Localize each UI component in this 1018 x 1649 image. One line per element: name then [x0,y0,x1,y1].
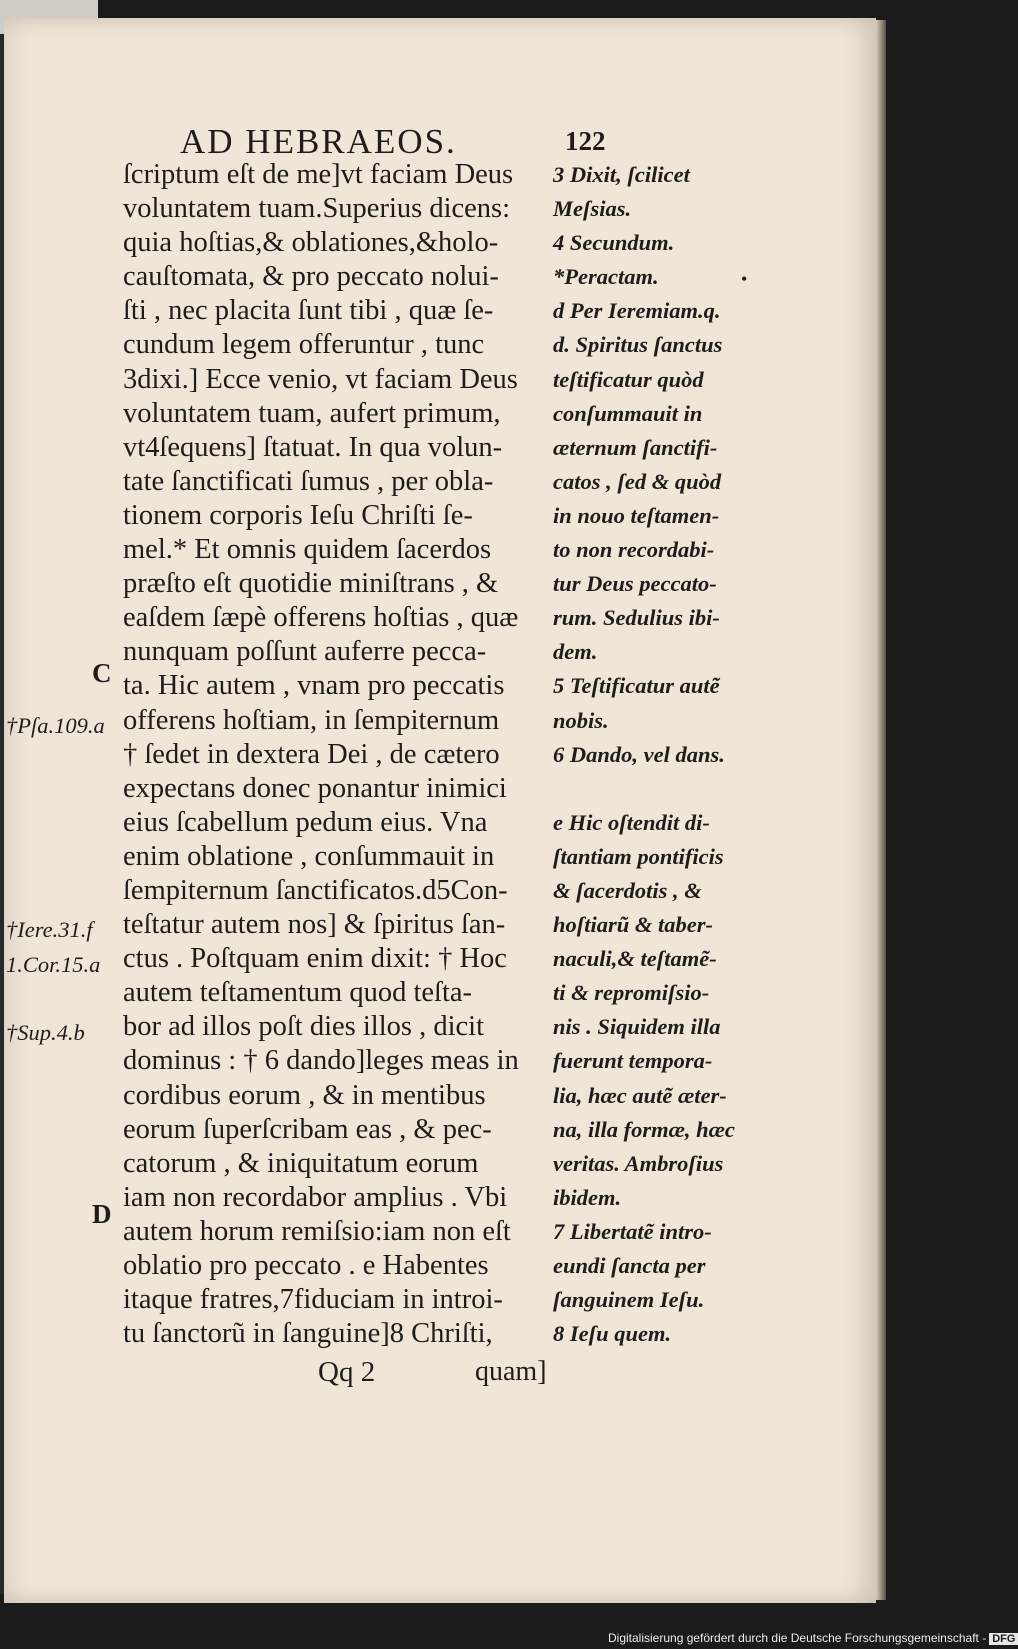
note-line: ti & repromiſsio- [553,980,710,1006]
text-line: cauſtomata, & pro peccato nolui- [123,261,499,293]
text-line: tionem corporis Ieſu Chriſti ſe- [123,499,473,531]
text-line: præſto eſt quotidie miniſtrans , & [123,568,499,600]
text-line: nunquam poſſunt auferre pecca- [123,636,487,668]
text-line: tu ſanctorũ in ſanguine]8 Chriſti, [123,1318,493,1350]
main-text-column [123,158,548,1351]
note-line: 5 Teſtificatur autẽ [553,673,720,699]
digitization-credit [608,1631,1018,1645]
note-line: teſtificatur quòd [553,366,704,392]
note-line: d. Spiritus ſanctus [553,332,723,358]
note-line: hoſtiarũ & taber- [553,912,714,938]
note-line: naculi,& teſtamẽ- [553,946,717,972]
note-line: *Peractam. [553,264,659,290]
text-line: ta. Hic autem , vnam pro peccatis [123,670,505,702]
text-line: vt4ſequens] ſtatuat. In qua volun- [123,431,503,463]
text-line: eorum ſuperſcribam eas , & pec- [123,1113,492,1145]
credit-text: Digitalisierung gefördert durch die Deutsche Forschungsgemeinschaft - [608,1631,987,1645]
marginal-notes-column [553,158,803,1351]
note-line: conſummauit in [553,400,703,426]
text-line: eaſdem ſæpè offerens hoſtias , quæ [123,602,519,634]
margin-reference: 1.Cor.15.a [6,952,101,977]
note-line: dem. [553,639,598,665]
note-line: e Hic oſtendit di- [553,809,710,835]
text-line: iam non recordabor amplius . Vbi [123,1181,508,1213]
page-right-edge [876,20,886,1600]
note-line: to non recordabi- [553,537,715,563]
text-line: expectans donec ponantur inimici [123,772,507,804]
note-line: 4 Secundum. [553,230,675,256]
note-line: nobis. [553,707,609,733]
text-line: quia hoſtias,& oblationes,&holo- [123,227,499,259]
note-line: lia, hæc autẽ æter- [553,1082,727,1108]
text-line: enim oblatione , conſummauit in [123,840,495,872]
note-line: & ſacerdotis , & [553,877,702,903]
note-line: fuerunt tempora- [553,1048,713,1074]
note-line: veritas. Ambroſius [553,1150,724,1176]
margin-reference: †Sup.4.b [6,1020,85,1045]
text-line: itaque fratres,7fiduciam in introi- [123,1284,503,1316]
text-line: voluntatem tuam.Superius dicens: [123,193,511,225]
note-line: ibidem. [553,1184,622,1210]
page-number: 122 [565,126,606,156]
text-line: eius ſcabellum pedum eius. Vna [123,806,488,838]
note-line: na, illa formæ, hæc [553,1116,735,1142]
dfg-logo: DFG [989,1633,1018,1645]
note-line: Meſsias. [553,196,632,222]
text-line: ſempiternum ſanctificatos.d5Con- [123,874,508,906]
text-line: mel.* Et omnis quidem ſacerdos [123,534,492,566]
section-letter-d: D [92,1199,112,1229]
signature-mark: Qq 2 [318,1356,376,1388]
text-line: ctus . Poſtquam enim dixit: † Hoc [123,943,507,975]
text-line: tate ſanctificati ſumus , per obla- [123,465,494,497]
note-line: rum. Sedulius ibi- [553,605,720,631]
text-line: teſtatur autem nos] & ſpiritus ſan- [123,909,506,941]
note-line: in nouo teſtamen- [553,502,720,528]
text-line: catorum , & iniquitatum eorum [123,1147,479,1179]
text-line: bor ad illos poſt dies illos , dicit [123,1011,484,1043]
note-line: nis . Siquidem illa [553,1014,721,1040]
text-line: ſcriptum eſt de me]vt faciam Deus [123,159,514,190]
note-line: 7 Libertatẽ intro- [553,1218,712,1244]
note-line: 3 Dixit, ſcilicet [553,162,690,187]
note-line: æternum ſanctifi- [553,434,718,460]
note-line [553,772,803,806]
note-line: eundi ſancta per [553,1253,706,1278]
note-line: 6 Dando, vel dans. [553,741,725,767]
note-line: ſanguinem Ieſu. [553,1287,705,1313]
margin-reference: †Iere.31.f [6,917,93,942]
note-line: d Per Ieremiam.q. [553,298,721,324]
note-line: ſtantiam pontificis [553,843,724,869]
text-line: † ſedet in dextera Dei , de cætero [123,738,500,770]
text-line: dominus : † 6 dando]leges meas in [123,1045,519,1077]
section-letter-c: C [92,658,112,688]
text-line: autem teſtamentum quod teſta- [123,977,473,1009]
text-line: autem horum remiſsio:iam non eſt [123,1215,511,1247]
catchword: quam] [475,1356,547,1387]
text-line: voluntatem tuam, aufert primum, [123,397,501,429]
running-head: AD HEBRAEOS. [180,122,457,161]
text-line: offerens hoſtiam, in ſempiternum [123,704,500,736]
text-line: ſti , nec placita ſunt tibi , quæ ſe- [123,295,494,327]
text-line: 3dixi.] Ecce venio, vt faciam Deus [123,363,518,395]
note-line: catos , ſed & quòd [553,468,722,494]
margin-reference: †Pſa.109.a [6,713,105,738]
stray-mark: • [741,269,748,289]
text-line: cordibus eorum , & in mentibus [123,1079,486,1111]
text-line: oblatio pro peccato . e Habentes [123,1250,489,1281]
text-line: cundum legem offeruntur , tunc [123,329,485,361]
note-line: 8 Ieſu quem. [553,1321,672,1347]
note-line: tur Deus peccato- [553,571,717,597]
